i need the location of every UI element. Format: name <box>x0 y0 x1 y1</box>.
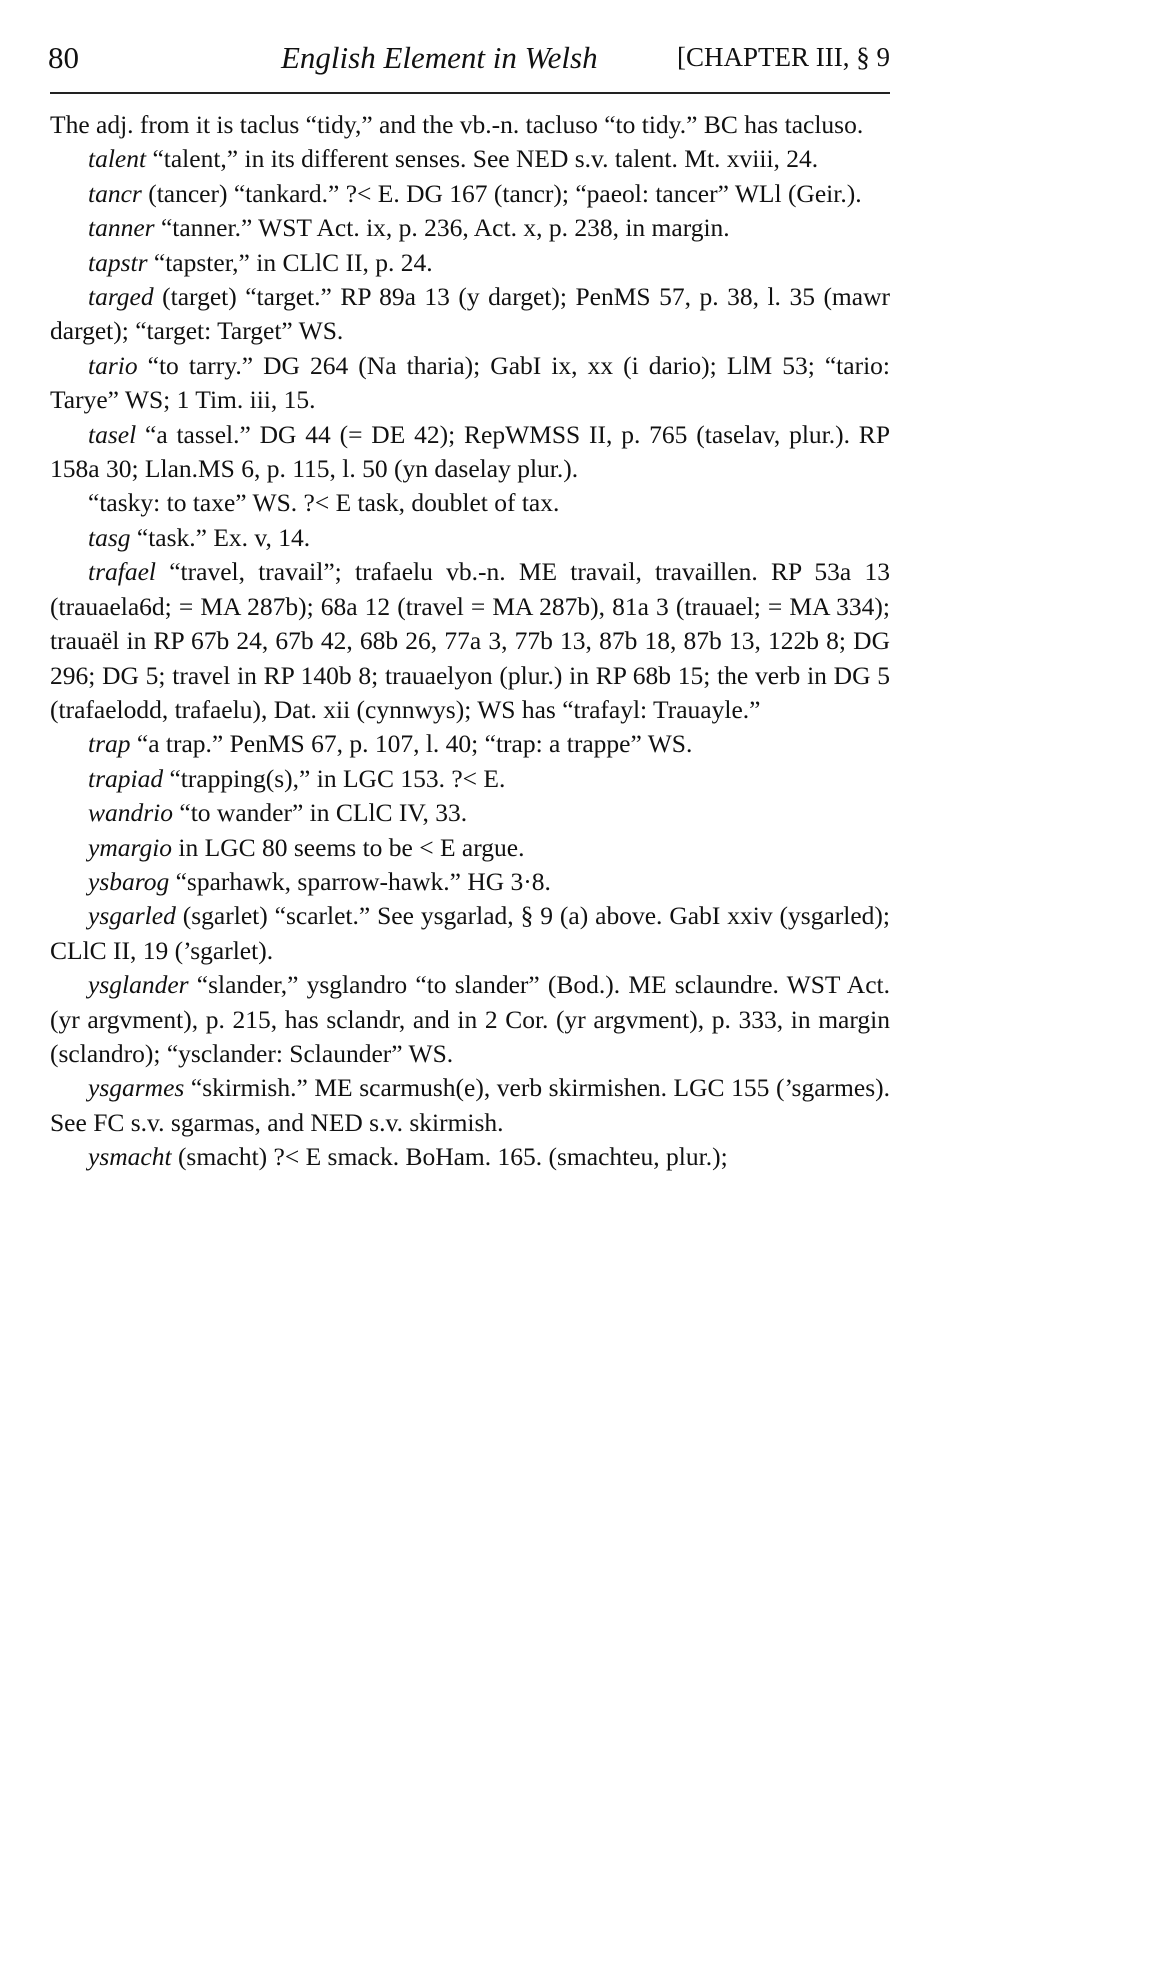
entry-head: ysbarog <box>88 866 170 896</box>
running-title: English Element in Welsh <box>281 40 598 75</box>
entry-text: The adj. from it is taclus “tidy,” and the vb.-n. tacluso “to tidy.” BC has tacluso. <box>50 110 864 139</box>
entry-text: “to wander” in CLlC IV, 33. <box>173 798 468 828</box>
entry-paragraph <box>50 762 890 796</box>
entry-text: “task.” Ex. v, 14. <box>130 522 311 552</box>
entry-head: ysglander <box>88 970 189 1000</box>
entry-paragraph <box>50 108 890 142</box>
entry-paragraph <box>50 831 890 865</box>
entry-paragraph <box>50 211 890 245</box>
entry-text: “tasky: to taxe” WS. ?< E task, doublet of tax. <box>88 488 560 518</box>
entry-head: tasg <box>88 522 131 552</box>
entry-paragraph <box>50 418 890 487</box>
entry-paragraph <box>50 899 890 968</box>
entry-text: “skirmish.” ME scarmush(e), verb skirmishen. LGC 155 (’sgarmes). See FC s.v. sgarmas, and NED s.v. skirmish. <box>50 1073 890 1137</box>
entry-paragraph <box>50 727 890 761</box>
entry-paragraph <box>50 349 890 418</box>
entry-text: “a trap.” PenMS 67, p. 107, l. 40; “trap: a trappe” WS. <box>130 729 693 759</box>
entry-paragraph <box>50 1140 890 1174</box>
entry-text: “tapster,” in CLlC II, p. 24. <box>147 247 433 277</box>
entry-text: (target) “target.” RP 89a 13 (y darget); PenMS 57, p. 38, l. 35 (mawr darget); “target: Target” WS. <box>50 282 890 346</box>
chapter-reference: [CHAPTER III, § 9 <box>677 42 890 72</box>
entry-text: (sgarlet) “scarlet.” See ysgarlad, § 9 (a) above. GabI xxiv (ysgarled); CLlC II, 19 (’sgarlet). <box>50 901 890 965</box>
entry-paragraph <box>50 1071 890 1140</box>
entry-paragraph <box>50 968 890 1071</box>
body-text <box>50 108 890 1175</box>
entry-paragraph <box>50 486 890 520</box>
entry-head: tanner <box>88 213 155 243</box>
entry-paragraph <box>50 521 890 555</box>
entry-paragraph <box>50 142 890 176</box>
entry-head: ysgarmes <box>88 1073 185 1103</box>
entry-text: in LGC 80 seems to be < E argue. <box>172 832 525 862</box>
entry-text: “slander,” ysglandro “to slander” (Bod.). ME sclaundre. WST Act. (yr argvment), p. 215, has sclandr, and in 2 Cor. (yr argvment), p. 333, in margin (sclandro); “ysclander: Sclaunder” WS. <box>50 970 890 1068</box>
entry-text: “travel, travail”; trafaelu vb.-n. ME travail, travaillen. RP 53a 13 (trauaela6d; = MA 287b); 68a 12 (travel = MA 287b), 81a 3 (trauael; = MA 334); trauaël in RP 67b 24, 67b 42, 68b 26, 77a 3, 77b 13, 87b 18, 87b 13, 122b 8; DG 296; DG 5; travel in RP 140b 8; trauaelyon (plur.) in RP 68b 15; the verb in DG 5 (trafaelodd, trafaelu), Dat. xii (cynnwys); WS has “trafayl: Trauayle.” <box>50 557 890 724</box>
entry-text: “tanner.” WST Act. ix, p. 236, Act. x, p. 238, in margin. <box>154 213 730 243</box>
entry-text: “a tassel.” DG 44 (= DE 42); RepWMSS II, p. 765 (taselav, plur.). RP 158a 30; Llan.MS 6, p. 115, l. 50 (yn daselay plur.). <box>50 419 890 484</box>
entry-paragraph <box>50 555 890 727</box>
entry-text: “trapping(s),” in LGC 153. ?< E. <box>163 763 506 793</box>
entry-text: “talent,” in its different senses. See NED s.v. talent. Mt. xviii, 24. <box>146 144 819 174</box>
entry-head: talent <box>88 144 147 174</box>
entry-head: ymargio <box>88 832 173 862</box>
entry-paragraph <box>50 177 890 211</box>
entry-head: ysgarled <box>88 901 176 931</box>
entry-paragraph <box>50 796 890 830</box>
entry-text: (smacht) ?< E smack. BoHam. 165. (smachteu, plur.); <box>171 1142 728 1172</box>
entry-head: tasel <box>88 419 137 449</box>
entry-text: (tancer) “tankard.” ?< E. DG 167 (tancr); “paeol: tancer” WLl (Geir.). <box>141 178 862 208</box>
entry-head: trap <box>88 729 131 759</box>
entry-paragraph <box>50 280 890 349</box>
entry-text: “sparhawk, sparrow-hawk.” HG 3·8. <box>169 866 551 896</box>
entry-head: trafael <box>88 557 156 587</box>
entry-head: tancr <box>88 178 142 208</box>
entry-head: ysmacht <box>88 1142 172 1172</box>
entry-head: tapstr <box>88 247 148 277</box>
entry-head: trapiad <box>88 763 164 793</box>
entry-paragraph <box>50 246 890 280</box>
entry-head: tario <box>88 350 138 380</box>
entry-head: wandrio <box>88 798 174 828</box>
running-header <box>48 40 890 84</box>
entry-paragraph <box>50 865 890 899</box>
entry-head: targed <box>88 282 154 312</box>
header-rule <box>50 92 890 94</box>
page-number: 80 <box>48 40 79 75</box>
entry-text: “to tarry.” DG 264 (Na tharia); GabI ix, xx (i dario); LlM 53; “tario: Tarye” WS; 1 Tim. iii, 15. <box>50 350 890 415</box>
